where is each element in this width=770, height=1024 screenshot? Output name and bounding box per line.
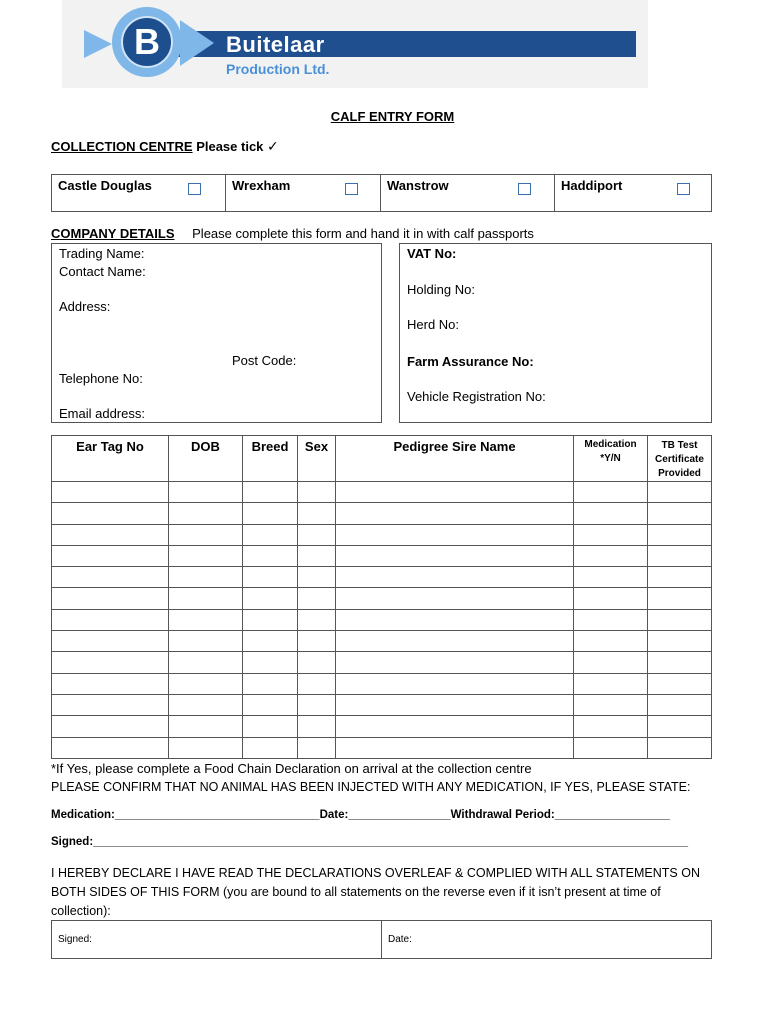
vehicle-label[interactable]: Vehicle Registration No:: [407, 389, 546, 404]
date-label: Date:: [319, 809, 349, 821]
holding-label[interactable]: Holding No:: [407, 282, 475, 297]
calf-entry-table: [51, 435, 712, 759]
table-row: [52, 737, 712, 758]
cell-tb-test[interactable]: [648, 588, 712, 609]
cell-breed[interactable]: [243, 545, 298, 566]
centre-label: Wrexham: [232, 178, 291, 193]
cell-medication[interactable]: [574, 631, 648, 652]
cell-ear-tag[interactable]: [52, 737, 169, 758]
cell-dob[interactable]: [169, 503, 243, 524]
cell-tb-test[interactable]: [648, 503, 712, 524]
logo-letter: B: [134, 21, 160, 62]
cell-medication[interactable]: [574, 609, 648, 630]
cell-dob[interactable]: [169, 737, 243, 758]
cell-medication[interactable]: [574, 694, 648, 715]
header-medication-line2: *Y/N: [600, 453, 621, 464]
cell-medication[interactable]: [574, 482, 648, 503]
table-row: [52, 694, 712, 715]
cell-ear-tag[interactable]: [52, 524, 169, 545]
company-heading: COMPANY DETAILS: [51, 226, 175, 241]
company-details-box: [51, 243, 382, 423]
table-row: [52, 503, 712, 524]
cell-sex[interactable]: [298, 694, 336, 715]
logo-arrowhead-icon: [180, 20, 214, 66]
cell-ear-tag[interactable]: [52, 588, 169, 609]
table-row: [52, 588, 712, 609]
trading-name-label[interactable]: Trading Name:: [59, 246, 145, 261]
post-code-label[interactable]: Post Code:: [232, 353, 297, 368]
telephone-label[interactable]: Telephone No:: [59, 371, 143, 386]
cell-sex[interactable]: [298, 609, 336, 630]
cell-pedigree[interactable]: [336, 588, 574, 609]
header-medication: [574, 436, 648, 482]
collection-heading-row: [51, 138, 279, 155]
tick-icon: ✓: [267, 138, 279, 154]
cell-breed[interactable]: [243, 482, 298, 503]
signature-table: [51, 920, 712, 959]
cell-medication[interactable]: [574, 652, 648, 673]
checkbox-haddiport[interactable]: [677, 183, 690, 195]
table-row: [52, 524, 712, 545]
company-instruction: Please complete this form and hand it in with calf passports: [192, 226, 534, 241]
centre-label: Wanstrow: [387, 178, 449, 193]
table-row: [52, 609, 712, 630]
cell-dob[interactable]: [169, 694, 243, 715]
cell-tb-test[interactable]: [648, 567, 712, 588]
signature-field[interactable]: [52, 921, 382, 959]
cell-sex[interactable]: [298, 737, 336, 758]
cell-breed[interactable]: [243, 503, 298, 524]
signed-line: [51, 836, 711, 848]
cell-ear-tag[interactable]: [52, 545, 169, 566]
centre-haddiport: [555, 175, 712, 212]
date-input[interactable]: ________________: [348, 809, 451, 821]
cell-pedigree[interactable]: [336, 716, 574, 737]
form-title: CALF ENTRY FORM: [330, 109, 455, 124]
medication-input[interactable]: ________________________________: [114, 809, 320, 821]
cell-breed[interactable]: [243, 631, 298, 652]
table-row: [52, 631, 712, 652]
header-tb-line2: Certificate: [655, 454, 704, 465]
cell-breed[interactable]: [243, 737, 298, 758]
cell-tb-test[interactable]: [648, 482, 712, 503]
calf-rows: [52, 482, 712, 759]
signed-label: Signed:: [51, 836, 94, 848]
header-breed: Breed: [243, 436, 298, 482]
cell-sex[interactable]: [298, 673, 336, 694]
centre-wrexham: [226, 175, 381, 212]
cell-tb-test[interactable]: [648, 716, 712, 737]
cell-ear-tag[interactable]: [52, 673, 169, 694]
medication-label: Medication:: [51, 809, 115, 821]
cell-pedigree[interactable]: [336, 673, 574, 694]
cell-tb-test[interactable]: [648, 673, 712, 694]
medication-line: [51, 809, 670, 821]
cell-dob[interactable]: [169, 567, 243, 588]
table-row: [52, 545, 712, 566]
cell-sex[interactable]: [298, 567, 336, 588]
cell-dob[interactable]: [169, 652, 243, 673]
cell-ear-tag[interactable]: [52, 567, 169, 588]
cell-sex[interactable]: [298, 503, 336, 524]
cell-tb-test[interactable]: [648, 631, 712, 652]
vat-label[interactable]: VAT No:: [407, 246, 457, 261]
cell-sex[interactable]: [298, 524, 336, 545]
declaration: [51, 864, 700, 921]
cell-breed[interactable]: [243, 673, 298, 694]
cell-tb-test[interactable]: [648, 652, 712, 673]
centre-castle-douglas: [52, 175, 226, 212]
cell-pedigree[interactable]: [336, 482, 574, 503]
signature-date-field[interactable]: [382, 921, 712, 959]
declaration-line-1: I HEREBY DECLARE I HAVE READ THE DECLARATIONS OVERLEAF & COMPLIED WITH ALL STATEMENTS ON: [51, 866, 700, 880]
cell-medication[interactable]: [574, 737, 648, 758]
cell-tb-test[interactable]: [648, 524, 712, 545]
cell-medication[interactable]: [574, 503, 648, 524]
table-row: [52, 652, 712, 673]
signature-label: Signed:: [58, 934, 92, 945]
centre-wanstrow: [381, 175, 555, 212]
cell-medication[interactable]: [574, 673, 648, 694]
email-label[interactable]: Email address:: [59, 406, 145, 421]
table-row: [52, 673, 712, 694]
cell-pedigree[interactable]: [336, 503, 574, 524]
cell-sex[interactable]: [298, 545, 336, 566]
cell-dob[interactable]: [169, 716, 243, 737]
cell-ear-tag[interactable]: [52, 652, 169, 673]
cell-dob[interactable]: [169, 545, 243, 566]
cell-ear-tag[interactable]: [52, 716, 169, 737]
header-dob: DOB: [169, 436, 243, 482]
signed-input[interactable]: _____________________________________________________________________________________________: [93, 836, 688, 848]
cell-pedigree[interactable]: [336, 694, 574, 715]
logo-arrow-tail-icon: [84, 30, 112, 58]
header-medication-line1: Medication: [584, 439, 637, 450]
cell-dob[interactable]: [169, 524, 243, 545]
cell-sex[interactable]: [298, 716, 336, 737]
company-heading-row: [51, 226, 534, 241]
cell-sex[interactable]: [298, 482, 336, 503]
header-tb-line1: TB Test: [661, 440, 698, 451]
cell-pedigree[interactable]: [336, 737, 574, 758]
farm-assurance-label[interactable]: Farm Assurance No:: [407, 354, 534, 369]
cell-pedigree[interactable]: [336, 652, 574, 673]
cell-sex[interactable]: [298, 631, 336, 652]
confirm-statement: PLEASE CONFIRM THAT NO ANIMAL HAS BEEN INJECTED WITH ANY MEDICATION, IF YES, PLEASE STATE:: [51, 780, 691, 794]
withdrawal-label: Withdrawal Period:: [450, 809, 555, 821]
checkbox-castle-douglas[interactable]: [188, 183, 201, 195]
cell-ear-tag[interactable]: [52, 482, 169, 503]
cell-breed[interactable]: [243, 567, 298, 588]
header-sex: Sex: [298, 436, 336, 482]
table-row: [52, 482, 712, 503]
signature-date-label: Date:: [388, 934, 412, 945]
logo-brand-name: Buitelaar: [226, 32, 325, 57]
company-registration-box: [399, 243, 712, 423]
centre-label: Castle Douglas: [58, 178, 152, 193]
cell-breed[interactable]: [243, 652, 298, 673]
contact-name-label[interactable]: Contact Name:: [59, 264, 146, 279]
cell-ear-tag[interactable]: [52, 631, 169, 652]
cell-dob[interactable]: [169, 588, 243, 609]
collection-instruction: Please tick: [196, 139, 264, 154]
herd-label[interactable]: Herd No:: [407, 317, 460, 332]
cell-ear-tag[interactable]: [52, 694, 169, 715]
centre-label: Haddiport: [561, 178, 623, 193]
header-tb-line3: Provided: [658, 468, 701, 479]
cell-pedigree[interactable]: [336, 524, 574, 545]
cell-medication[interactable]: [574, 524, 648, 545]
cell-tb-test[interactable]: [648, 694, 712, 715]
collection-heading: COLLECTION CENTRE: [51, 139, 193, 154]
cell-dob[interactable]: [169, 631, 243, 652]
cell-sex[interactable]: [298, 588, 336, 609]
cell-medication[interactable]: [574, 588, 648, 609]
cell-dob[interactable]: [169, 482, 243, 503]
header-tb-test: [648, 436, 712, 482]
table-row: [52, 716, 712, 737]
collection-centres-table: [51, 174, 712, 212]
cell-ear-tag[interactable]: [52, 503, 169, 524]
cell-dob[interactable]: [169, 673, 243, 694]
header-pedigree: Pedigree Sire Name: [336, 436, 574, 482]
logo-banner: [150, 31, 636, 57]
cell-medication[interactable]: [574, 545, 648, 566]
cell-medication[interactable]: [574, 567, 648, 588]
checkbox-wrexham[interactable]: [345, 183, 358, 195]
cell-sex[interactable]: [298, 652, 336, 673]
cell-pedigree[interactable]: [336, 609, 574, 630]
cell-ear-tag[interactable]: [52, 609, 169, 630]
cell-tb-test[interactable]: [648, 545, 712, 566]
cell-breed[interactable]: [243, 694, 298, 715]
header-ear-tag: Ear Tag No: [52, 436, 169, 482]
cell-breed[interactable]: [243, 716, 298, 737]
cell-dob[interactable]: [169, 609, 243, 630]
withdrawal-input[interactable]: __________________: [554, 809, 670, 821]
checkbox-wanstrow[interactable]: [518, 183, 531, 195]
footnote: *If Yes, please complete a Food Chain Declaration on arrival at the collection centre: [51, 761, 532, 776]
cell-pedigree[interactable]: [336, 631, 574, 652]
cell-breed[interactable]: [243, 588, 298, 609]
cell-tb-test[interactable]: [648, 609, 712, 630]
declaration-line-3: collection):: [51, 904, 111, 918]
cell-tb-test[interactable]: [648, 737, 712, 758]
table-row: [52, 567, 712, 588]
address-label[interactable]: Address:: [59, 299, 111, 314]
logo-subtitle: Production Ltd.: [226, 61, 330, 77]
declaration-line-2: BOTH SIDES OF THIS FORM (you are bound to all statements on the reverse even if it isn’t present at time of: [51, 885, 661, 899]
cell-pedigree[interactable]: [336, 545, 574, 566]
cell-pedigree[interactable]: [336, 567, 574, 588]
cell-breed[interactable]: [243, 524, 298, 545]
cell-medication[interactable]: [574, 716, 648, 737]
cell-breed[interactable]: [243, 609, 298, 630]
